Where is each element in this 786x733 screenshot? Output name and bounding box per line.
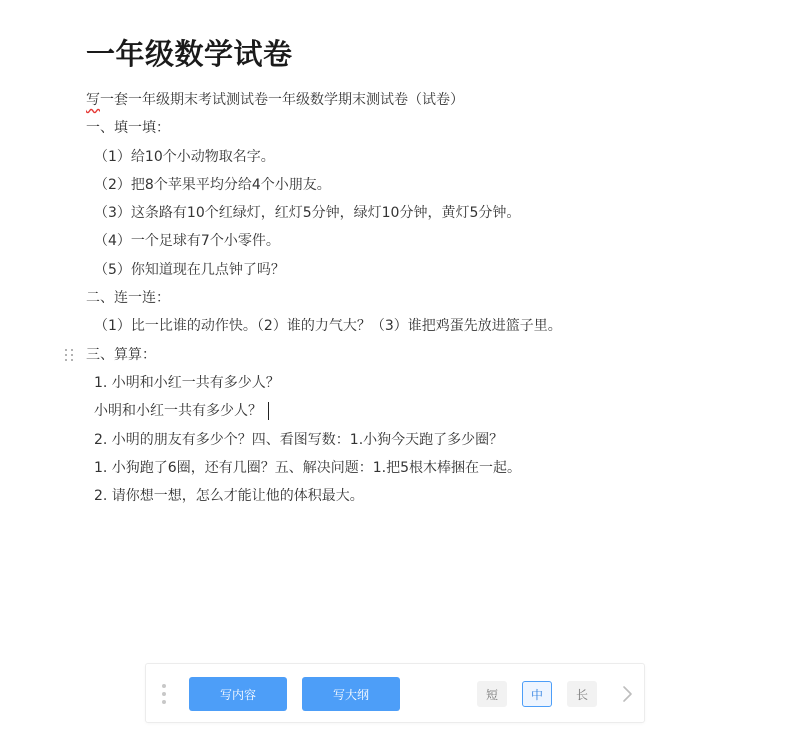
doc-line[interactable]: （3）这条路有10个红绿灯，红灯5分钟，绿灯10分钟，黄灯5分钟。 <box>94 205 521 222</box>
doc-line[interactable] <box>86 86 766 114</box>
doc-line[interactable]: （5）你知道现在几点钟了吗？ <box>94 261 285 278</box>
doc-line[interactable]: 1. 小狗跑了6圈，还有几圈？五、解决问题：1.把5根木棒捆在一起。 <box>94 459 521 476</box>
write-outline-button[interactable]: 写大纲 <box>302 677 400 711</box>
line-text: 三、算算： <box>86 346 156 363</box>
block-drag-handle-icon[interactable] <box>65 349 74 361</box>
document-title[interactable]: 一年级数学试卷 <box>86 37 293 71</box>
doc-line[interactable]: 1. 小明和小红一共有多少人？ <box>94 374 280 391</box>
doc-line[interactable]: 2. 请你想一想，怎么才能让他的体积最大。 <box>94 488 364 505</box>
line-text: 一套一年级期末考试测试卷一年级数学期末测试卷（试卷） <box>100 92 464 108</box>
line-text: 小明和小红一共有多少人？ <box>94 403 262 420</box>
length-short-button[interactable]: 短 <box>477 681 507 707</box>
doc-line-editing[interactable] <box>86 397 766 425</box>
ai-writing-toolbar <box>145 663 645 723</box>
length-long-button[interactable]: 长 <box>567 681 597 707</box>
doc-line[interactable]: （1）比一比谁的动作快。（2）谁的力气大？（3）谁把鸡蛋先放进篮子里。 <box>94 318 562 335</box>
doc-line[interactable]: 2. 小明的朋友有多少个？四、看图写数：1.小狗今天跑了多少圈？ <box>94 431 504 448</box>
toolbar-drag-handle-icon[interactable] <box>162 684 166 704</box>
doc-line[interactable]: （1）给10个小动物取名字。 <box>94 148 275 165</box>
document-body[interactable] <box>86 86 766 510</box>
length-medium-button[interactable]: 中 <box>522 681 552 707</box>
spellcheck-flagged-word: 写 <box>86 92 100 108</box>
section-heading[interactable]: 一、填一填： <box>86 120 170 137</box>
section-heading-active[interactable] <box>86 341 766 369</box>
chevron-right-icon[interactable] <box>617 684 637 704</box>
text-cursor <box>268 402 269 420</box>
write-content-button[interactable]: 写内容 <box>189 677 287 711</box>
doc-line[interactable]: （2）把8个苹果平均分给4个小朋友。 <box>94 176 331 193</box>
doc-line[interactable]: （4）一个足球有7个小零件。 <box>94 233 280 250</box>
section-heading[interactable]: 二、连一连： <box>86 290 170 307</box>
